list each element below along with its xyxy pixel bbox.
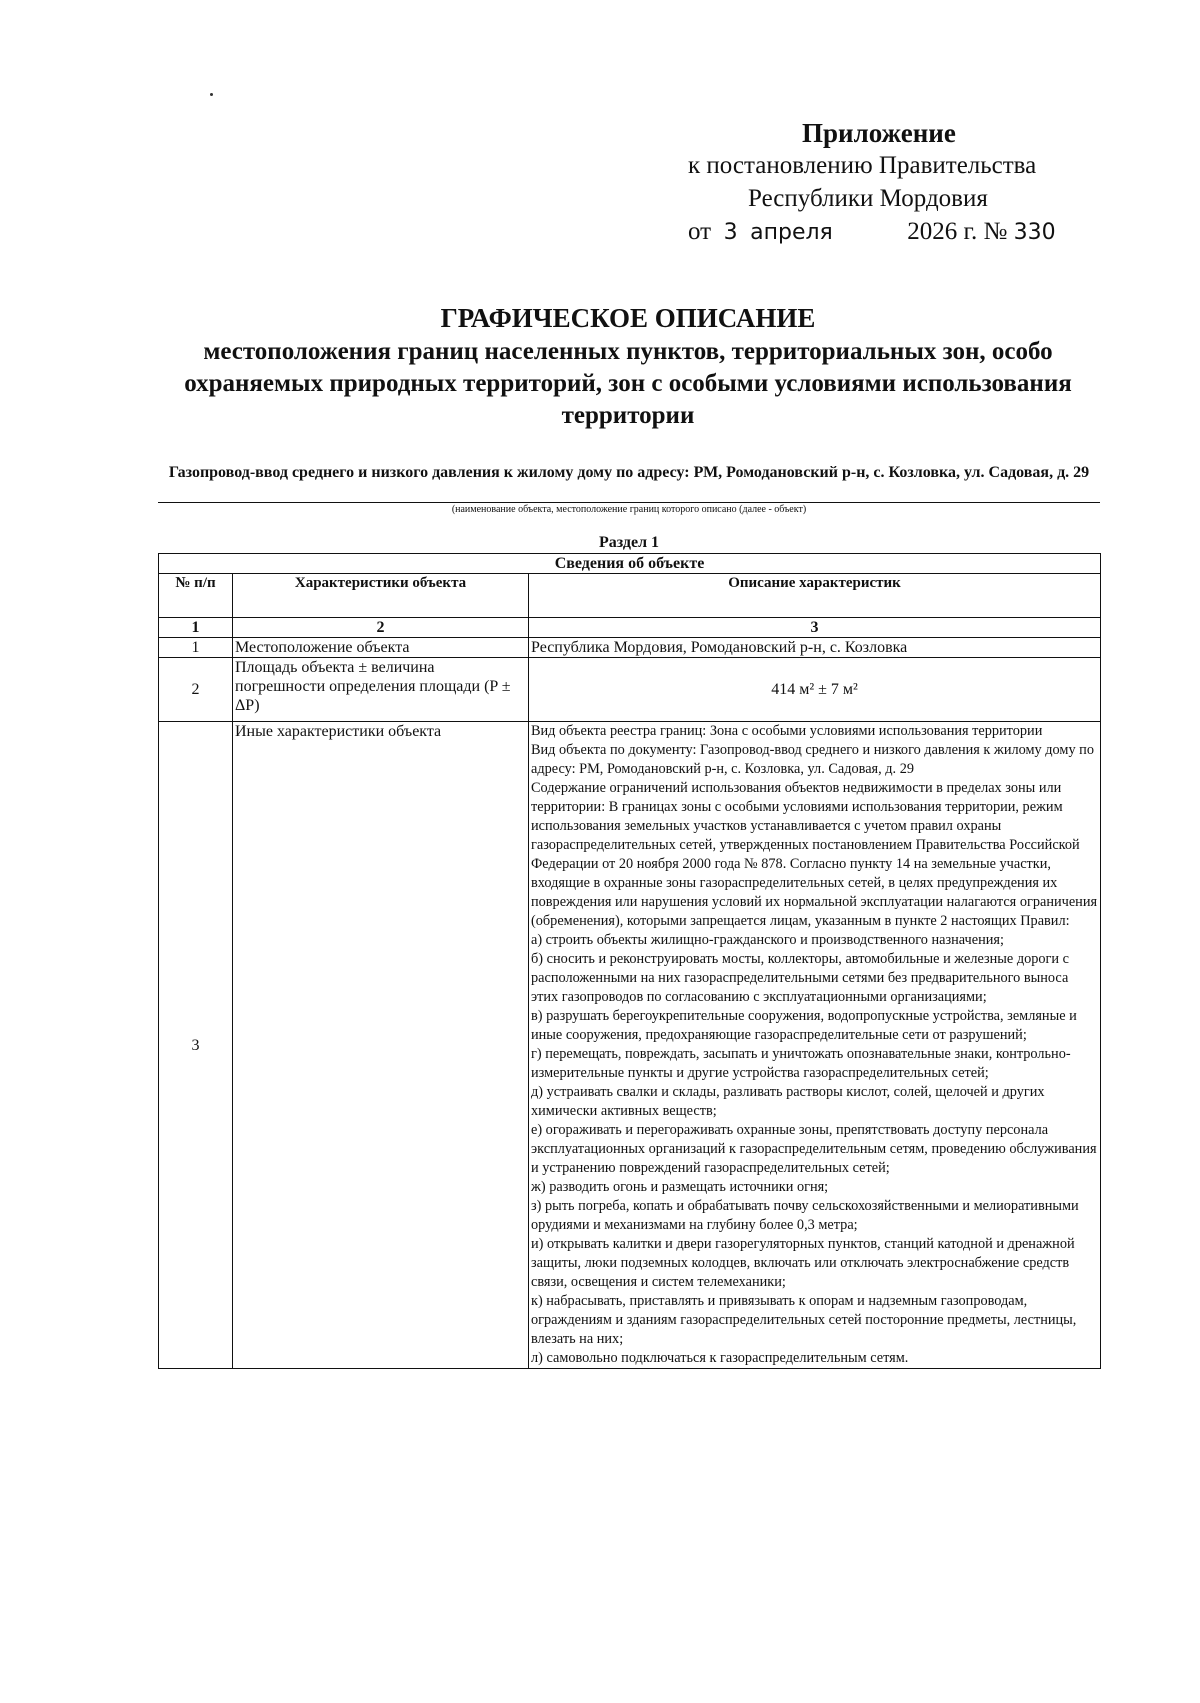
- description-paragraph: б) сносить и реконструировать мосты, коллекторы, автомобильные и железные дороги с расположенными на них газораспределительными сетями без предварительного выноса этих газопроводов по согласованию с эксплуатационными организациями;: [531, 951, 1069, 1005]
- description-paragraph: е) огораживать и перегораживать охранные зоны, препятствовать доступу персонала эксплуатационных организаций к газораспределительным сетям, проведению обслуживания и устранению повреждений газораспределительных сетей;: [531, 1122, 1097, 1176]
- row-number: 3: [159, 722, 233, 1369]
- table-caption-row: [159, 554, 1101, 574]
- header-number: № п/п: [159, 574, 233, 618]
- row-characteristic: Площадь объекта ± величина погрешности определения площади (P ± ΔP): [233, 658, 529, 722]
- document-title: ГРАФИЧЕСКОЕ ОПИСАНИЕ: [440, 303, 816, 333]
- object-name: Газопровод-ввод среднего и низкого давления к жилому дому по адресу: РМ, Ромодановский р-н, с. Козловка, ул. Садовая, д. 29: [168, 464, 1090, 481]
- appendix-line-1: к постановлению Правительства: [688, 152, 1037, 179]
- object-caption: (наименование объекта, местоположение границ которого описано (далее - объект): [451, 504, 807, 515]
- header-description: Описание характеристик: [529, 574, 1101, 618]
- object-info-table: [158, 553, 1101, 1369]
- scan-speck: [210, 93, 213, 96]
- description-paragraph: и) открывать калитки и двери газорегуляторных пунктов, станций катодной и дренажной защиты, люки подземных колодцев, включать или отключать электроснабжение средств связи, освещения и систем телемеханики;: [531, 1236, 1075, 1290]
- table-header-row: [159, 574, 1101, 618]
- document-subtitle: местоположения границ населенных пунктов, территориальных зон, особо охраняемых природных территорий, зон с особыми условиями использования территории: [184, 338, 1072, 429]
- appendix-title: Приложение: [802, 118, 956, 148]
- date-prefix: от: [688, 218, 712, 245]
- description-paragraph: ж) разводить огонь и размещать источники огня;: [531, 1179, 829, 1195]
- description-paragraph: л) самовольно подключаться к газораспределительным сетям.: [531, 1350, 909, 1366]
- row-description: Республика Мордовия, Ромодановский р-н, с. Козловка: [529, 638, 1101, 658]
- table-row: [159, 658, 1101, 722]
- column-number: 3: [529, 618, 1101, 638]
- column-number: 1: [159, 618, 233, 638]
- date-day: 3: [723, 220, 738, 245]
- row-characteristic: Иные характеристики объекта: [233, 722, 529, 1369]
- header-characteristic: Характеристики объекта: [233, 574, 529, 618]
- row-description: [529, 722, 1101, 1369]
- table-row: [159, 638, 1101, 658]
- description-paragraph: а) строить объекты жилищно-гражданского и производственного назначения;: [531, 932, 1004, 948]
- date-month: апреля: [750, 220, 833, 245]
- date-year: 2026 г. №: [907, 218, 1008, 245]
- object-name-underline: [158, 502, 1100, 503]
- section-title: Раздел 1: [598, 534, 660, 551]
- description-paragraph: Вид объекта реестра границ: Зона с особыми условиями использования территории: [531, 723, 1043, 739]
- row-description: 414 м² ± 7 м²: [529, 658, 1101, 722]
- description-paragraph: з) рыть погреба, копать и обрабатывать почву сельскохозяйственными и мелиоративными орудиями и механизмами на глубину более 0,3 метра;: [531, 1198, 1079, 1233]
- description-paragraph: к) набрасывать, приставлять и привязывать к опорам и надземным газопроводам, ограждениям и зданиям газораспределительных сетей посторонние предметы, лестницы, влезать на них;: [531, 1293, 1077, 1347]
- appendix-line-2: Республики Мордовия: [748, 185, 988, 212]
- column-number: 2: [233, 618, 529, 638]
- description-paragraph: д) устраивать свалки и склады, разливать растворы кислот, солей, щелочей и других химически активных веществ;: [531, 1084, 1045, 1119]
- document-number: 330: [1013, 220, 1056, 245]
- table-caption: Сведения об объекте: [159, 554, 1101, 574]
- table-row: [159, 722, 1101, 1369]
- row-number: 1: [159, 638, 233, 658]
- description-paragraph: Вид объекта по документу: Газопровод-ввод среднего и низкого давления к жилому дому по адресу: РМ, Ромодановский р-н, с. Козловка, ул. Садовая, д. 29: [531, 742, 1094, 777]
- appendix-date: [688, 218, 1056, 246]
- description-paragraph: в) разрушать берегоукрепительные сооружения, водопропускные устройства, земляные и иные сооружения, предохраняющие газораспределительные сети от разрушений;: [531, 1008, 1077, 1043]
- row-number: 2: [159, 658, 233, 722]
- row-characteristic: Местоположение объекта: [233, 638, 529, 658]
- description-paragraph: Содержание ограничений использования объектов недвижимости в пределах зоны или территории: В границах зоны с особыми условиями использования территории, режим использования земельных участков устанавливается с учетом правил охраны газораспределительных сетей, утвержденных постановлением Правительства Российской Федерации от 20 ноября 2000 года № 878. Согласно пункту 14 на земельные участки, входящие в охранные зоны газораспределительных сетей, в целях предупреждения их повреждения или нарушения условий их нормальной эксплуатации налагаются ограничения (обременения), которыми запрещается лицам, указанным в пункте 2 настоящих Правил:: [531, 780, 1098, 929]
- column-numbers-row: [159, 618, 1101, 638]
- description-paragraph: г) перемещать, повреждать, засыпать и уничтожать опознавательные знаки, контрольно-измерительные пункты и другие устройства газораспределительных сетей;: [531, 1046, 1071, 1081]
